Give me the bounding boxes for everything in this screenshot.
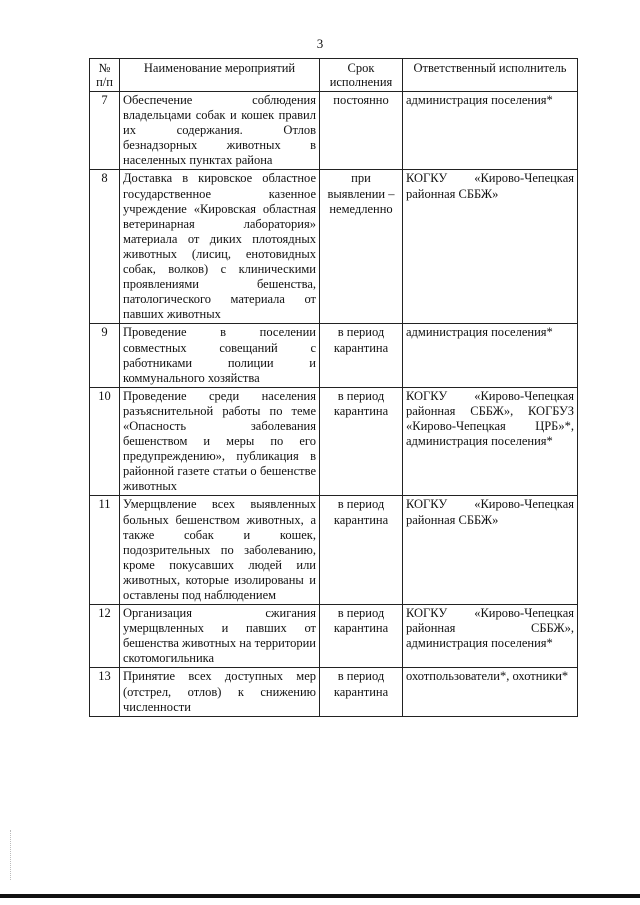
header-term: Срок исполнения <box>320 59 403 92</box>
row-num: 8 <box>90 170 120 324</box>
row-name: Обеспечение соблюдения владельцами собак и кошек правил их содержания. Отлов безнадзорных животных в населенных пунктах района <box>120 92 320 170</box>
table-row <box>90 605 578 668</box>
table-row <box>90 92 578 170</box>
row-num: 13 <box>90 668 120 716</box>
row-num: 7 <box>90 92 120 170</box>
row-executor: охотпользователи*, охотники* <box>403 668 578 716</box>
page-number: 3 <box>316 36 324 51</box>
row-executor: КОГКУ «Кирово-Чепецкая районная СББЖ», КОГБУЗ «Кирово-Чепецкая ЦРБ»*, администрация поселения* <box>403 387 578 496</box>
row-name: Проведение среди населения разъяснительной работы по теме «Опасность заболевания бешенством и меры по его предупреждению», публикация в районной газете статьи о бешенстве животных <box>120 387 320 496</box>
header-executor: Ответственный исполнитель <box>403 59 578 92</box>
row-num: 10 <box>90 387 120 496</box>
row-num: 11 <box>90 496 120 605</box>
row-name: Организация сжигания умерщвленных и павших от бешенства животных на территории скотомогильника <box>120 605 320 668</box>
row-executor: администрация поселения* <box>403 92 578 170</box>
table-row <box>90 668 578 716</box>
table-row <box>90 324 578 387</box>
row-term: в период карантина <box>320 605 403 668</box>
header-name: Наименование мероприятий <box>120 59 320 92</box>
scan-margin-mark <box>10 830 12 880</box>
row-term: в период карантина <box>320 387 403 496</box>
row-name: Принятие всех доступных мер (отстрел, отлов) к снижению численности <box>120 668 320 716</box>
table-header-row <box>90 59 578 92</box>
row-term: в период карантина <box>320 324 403 387</box>
row-term: в период карантина <box>320 668 403 716</box>
row-executor: администрация поселения* <box>403 324 578 387</box>
row-executor: КОГКУ «Кирово-Чепецкая районная СББЖ» <box>403 170 578 324</box>
row-num: 12 <box>90 605 120 668</box>
row-term: постоянно <box>320 92 403 170</box>
table-row <box>90 387 578 496</box>
table-row <box>90 496 578 605</box>
row-executor: КОГКУ «Кирово-Чепецкая районная СББЖ», администрация поселения* <box>403 605 578 668</box>
row-name: Доставка в кировское областное государственное казенное учреждение «Кировская областная ветеринарная лаборатория» материала от диких плотоядных животных (лисиц, енотовидных собак, волков) с клиническими проявлениями бешенства, патологического материала от павших животных <box>120 170 320 324</box>
scan-bottom-edge <box>0 894 640 898</box>
row-term: в период карантина <box>320 496 403 605</box>
row-term: при выявлении – немедленно <box>320 170 403 324</box>
row-name: Умерщвление всех выявленных больных бешенством животных, а также собак и кошек, подозрительных по заболеванию, кроме покусавших людей или животных, которые изолированы и оставлены под наблюдением <box>120 496 320 605</box>
row-executor: КОГКУ «Кирово-Чепецкая районная СББЖ» <box>403 496 578 605</box>
table-row <box>90 170 578 324</box>
row-name: Проведение в поселении совместных совещаний с работниками полиции и коммунального хозяйства <box>120 324 320 387</box>
header-num: № п/п <box>90 59 120 92</box>
measures-table <box>89 58 578 717</box>
row-num: 9 <box>90 324 120 387</box>
